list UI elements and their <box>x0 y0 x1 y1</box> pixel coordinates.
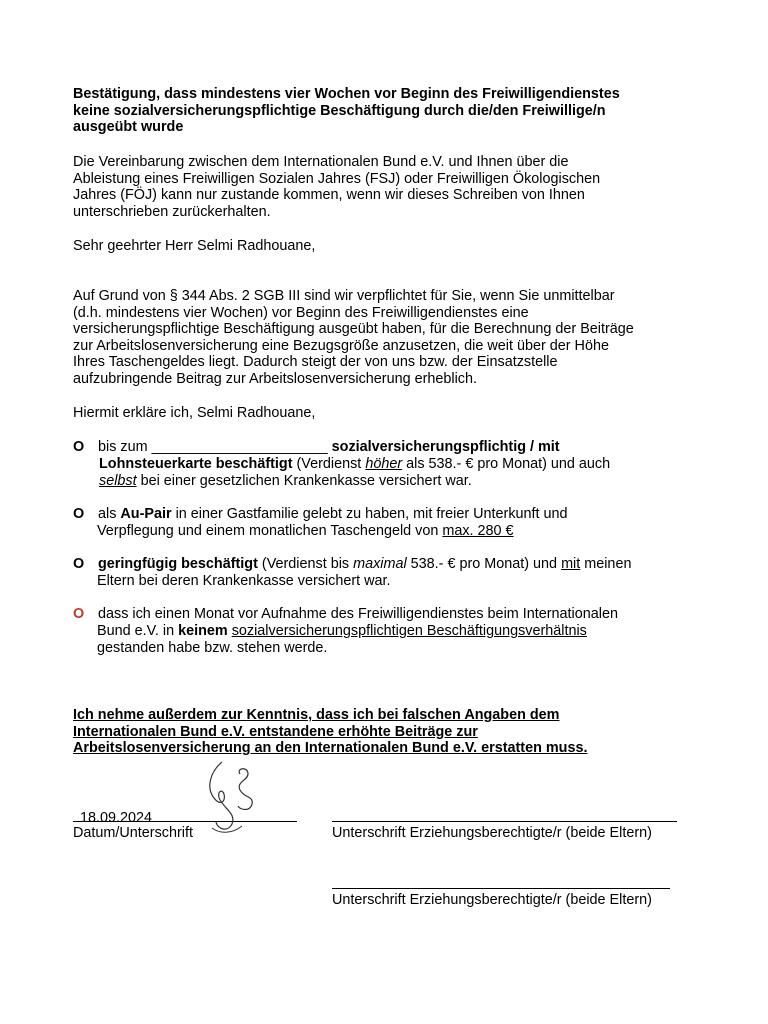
option-3-bold: geringfügig beschäftigt <box>98 556 258 572</box>
option-3-text: (Verdienst bis <box>257 556 354 572</box>
intro-paragraph <box>73 154 600 220</box>
option-1-line-2 <box>99 456 610 473</box>
option-4-underline: sozialversicherungspflichtigen Beschäftigungsverhältnis <box>231 623 587 639</box>
notice-line: Ich nehme außerdem zur Kenntnis, dass ich bei falschen Angaben dem <box>73 707 560 723</box>
intro-line: Die Vereinbarung zwischen dem Internationalen Bund e.V. und Ihnen über die <box>73 154 569 170</box>
parent-signature-line-2 <box>332 888 670 889</box>
legal-paragraph <box>73 288 634 387</box>
option-1-text: bis zum ______________________ <box>98 439 332 455</box>
option-4-bold: keinem <box>178 623 228 639</box>
option-3-text: meinen <box>580 556 632 572</box>
date-signature-label: Datum/Unterschrift <box>73 825 193 841</box>
notice-line: Internationalen Bund e.V. entstandene erhöhte Beiträge zur <box>73 723 478 740</box>
title-line: ausgeübt wurde <box>73 119 184 135</box>
option-2-radio[interactable]: O <box>73 506 85 522</box>
legal-line: (d.h. mindestens vier Wochen) vor Beginn des Freiwilligendienstes eine <box>73 304 529 321</box>
legal-line: Ihres Taschengeldes liegt. Dadurch steigt der von uns bzw. der Einsatzstelle <box>73 354 558 370</box>
intro-line: unterschrieben zurückerhalten. <box>73 203 271 220</box>
handwritten-signature <box>196 758 266 838</box>
option-1-text: (Verdienst <box>292 456 366 472</box>
option-4-line-3 <box>97 640 327 657</box>
option-1-bold: sozialversicherungspflichtig / mit <box>331 439 560 455</box>
option-2-text: Verpflegung und einem monatlichen Taschengeld von <box>97 523 443 539</box>
option-3-radio[interactable]: O <box>73 556 85 572</box>
notice-line: Arbeitslosenversicherung an den Internationalen Bund e.V. erstatten muss. <box>73 740 588 756</box>
option-1-emphasis: höher <box>365 456 403 472</box>
option-2-line-2 <box>97 523 514 540</box>
option-1-line-3 <box>99 473 472 490</box>
document-title <box>73 86 703 136</box>
legal-line: Auf Grund von § 344 Abs. 2 SGB III sind wir verpflichtet für Sie, wenn Sie unmittelbar <box>73 288 615 304</box>
option-3-text: Eltern bei deren Krankenkasse versichert war. <box>97 573 391 589</box>
option-1-bold: Lohnsteuerkarte beschäftigt <box>99 456 293 472</box>
option-1-line-1 <box>98 439 560 456</box>
option-1-emphasis: selbst <box>99 473 137 489</box>
notice-paragraph <box>73 707 587 757</box>
declaration: Hiermit erkläre ich, Selmi Radhouane, <box>73 405 316 421</box>
option-3-line-1 <box>98 556 631 573</box>
option-2-text: als <box>98 506 121 522</box>
parent-signature-label-2: Unterschrift Erziehungsberechtigte/r (beide Eltern) <box>332 892 652 908</box>
legal-line: versicherungspflichtige Beschäftigung ausgeübt haben, für die Berechnung der Beiträge <box>73 321 634 337</box>
title-line: Bestätigung, dass mindestens vier Wochen vor Beginn des Freiwilligendienstes <box>73 86 620 102</box>
title-line: keine sozialversicherungspflichtige Beschäftigung durch die/den Freiwillige/n <box>73 102 606 119</box>
salutation: Sehr geehrter Herr Selmi Radhouane, <box>73 238 316 254</box>
option-4-line-1 <box>98 606 618 623</box>
option-4-text: Bund e.V. in <box>97 623 179 639</box>
legal-line: zur Arbeitslosenversicherung eine Bezugsgröße anzusetzen, die weit über der Höhe <box>73 337 609 354</box>
legal-line: aufzubringende Beitrag zur Arbeitslosenversicherung erheblich. <box>73 370 477 387</box>
option-3-line-2 <box>97 573 391 590</box>
option-1-text: bei einer gesetzlichen Krankenkasse versichert war. <box>136 473 472 489</box>
option-4-line-2 <box>97 623 587 640</box>
option-4-text: gestanden habe bzw. stehen werde. <box>97 640 328 656</box>
option-2-underline: max. 280 € <box>442 523 514 539</box>
intro-line: Ableistung eines Freiwilligen Sozialen Jahres (FSJ) oder Freiwilligen Ökologischen <box>73 170 601 187</box>
parent-signature-label-1: Unterschrift Erziehungsberechtigte/r (beide Eltern) <box>332 825 652 841</box>
option-2-line-1 <box>98 506 568 523</box>
parent-signature-line-1 <box>332 821 677 822</box>
intro-line: Jahres (FÖJ) kann nur zustande kommen, wenn wir dieses Schreiben von Ihnen <box>73 187 585 203</box>
option-2-bold: Au-Pair <box>120 506 172 522</box>
option-4-radio-checked[interactable]: O <box>73 606 85 622</box>
option-1-radio[interactable]: O <box>73 439 85 455</box>
option-3-text: 538.- € pro Monat) und <box>406 556 562 572</box>
option-4-text: dass ich einen Monat vor Aufnahme des Freiwilligendienstes beim Internationalen <box>98 606 618 622</box>
option-3-underline: mit <box>561 556 581 572</box>
date-value: 18.09.2024 <box>80 810 153 826</box>
option-2-text: in einer Gastfamilie gelebt zu haben, mit freier Unterkunft und <box>171 506 568 522</box>
option-1-text: als 538.- € pro Monat) und auch <box>402 456 611 472</box>
option-3-emphasis: maximal <box>353 556 407 572</box>
